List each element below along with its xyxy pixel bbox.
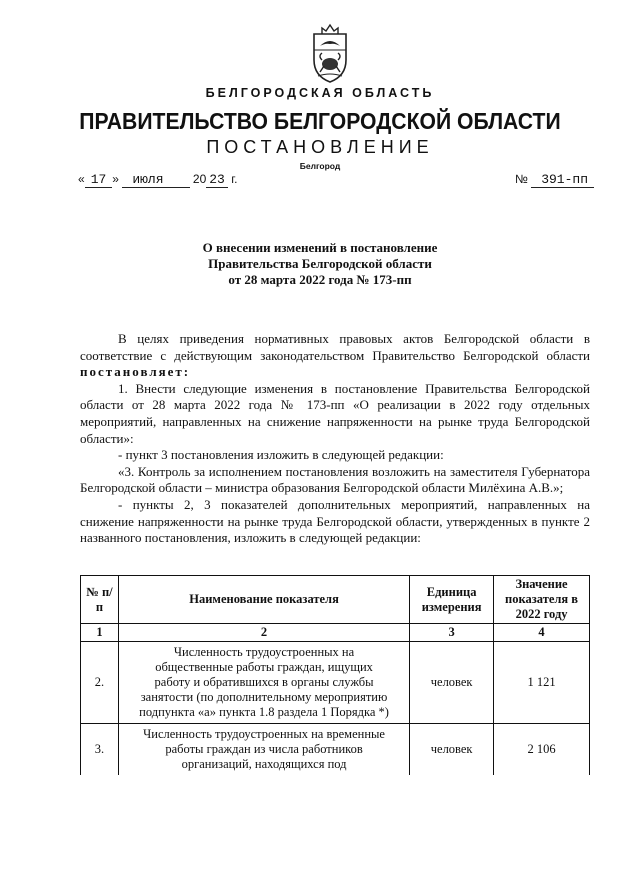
date-day: 17 <box>85 172 113 188</box>
document-title <box>0 240 640 288</box>
table-row <box>81 724 590 776</box>
row-unit: человек <box>410 724 494 776</box>
number-value: 391-пп <box>531 172 594 188</box>
table-column-numbers-row <box>81 624 590 642</box>
title-line-2: Правительства Белгородской области <box>208 256 432 271</box>
date-year-prefix: 20 <box>192 172 207 186</box>
row-unit: человек <box>410 642 494 724</box>
date-year-suffix: 23 <box>206 172 228 188</box>
column-number-4: 4 <box>494 624 590 642</box>
header-number: № п/п <box>81 576 119 624</box>
row-value: 1 121 <box>494 642 590 724</box>
paragraph-indicators-intro: - пункты 2, 3 показателей дополнительных мероприятий, направленных на снижение напряженности на рынке труда Белгородской области, утвержденных в пункте 2 названного постановления, изложить в следующей редакции: <box>80 496 590 546</box>
row-number: 2. <box>81 642 119 724</box>
column-number-2: 2 <box>118 624 409 642</box>
date-year-unit: г. <box>231 172 238 186</box>
document-date <box>78 172 237 187</box>
date-close-quote: » <box>112 172 119 186</box>
date-open-quote: « <box>78 172 85 186</box>
document-number <box>515 172 594 187</box>
indicators-table <box>80 575 590 775</box>
column-number-3: 3 <box>410 624 494 642</box>
row-indicator-name: Численность трудоустроенных на общественные работы граждан, ищущих работу и обратившихся в органы службы занятости (по дополнительному мероприятию подпункта «а» пункта 1.8 раздела 1 Порядка *) <box>118 642 409 724</box>
row-indicator-name: Численность трудоустроенных на временные работы граждан из числа работников организаций, находящихся под <box>118 724 409 776</box>
preamble-text: В целях приведения нормативных правовых актов Белгородской области в соответствие с действующим законодательством Правительство Белгородской области <box>80 331 590 363</box>
document-type: ПОСТАНОВЛЕНИЕ <box>206 137 434 157</box>
paragraph-item-3-text: «3. Контроль за исполнением постановления возложить на заместителя Губернатора Белгородской области – министра образования Белгородской области Милёхина А.В.»; <box>80 463 590 496</box>
row-number: 3. <box>81 724 119 776</box>
date-month: июля <box>122 172 189 188</box>
resolves-word: постановляет: <box>80 364 191 380</box>
row-value: 2 106 <box>494 724 590 776</box>
table-row <box>81 642 590 724</box>
paragraph-item-1: 1. Внести следующие изменения в постановление Правительства Белгородской области от 28 марта 2022 года № 173-пп «О реализации в 2022 году отдельных мероприятий, направленных на снижение напряженности на рынке труда Белгородской области»: <box>80 380 590 446</box>
coat-of-arms-icon <box>300 20 360 86</box>
document-body <box>80 331 590 547</box>
city-name: Белгород <box>299 161 341 171</box>
header-unit: Единица измерения <box>410 576 494 624</box>
title-line-1: О внесении изменений в постановление <box>202 240 438 255</box>
header-value: Значение показателя в 2022 году <box>494 576 590 624</box>
paragraph-preamble <box>80 331 590 381</box>
number-label: № <box>514 172 528 186</box>
title-line-3: от 28 марта 2022 года № 173-пп <box>228 272 412 287</box>
region-name: БЕЛГОРОДСКАЯ ОБЛАСТЬ <box>205 86 435 100</box>
header-indicator-name: Наименование показателя <box>118 576 409 624</box>
column-number-1: 1 <box>81 624 119 642</box>
paragraph-item-3-intro: - пункт 3 постановления изложить в следующей редакции: <box>118 447 444 463</box>
government-name: ПРАВИТЕЛЬСТВО БЕЛГОРОДСКОЙ ОБЛАСТИ <box>79 108 561 134</box>
table-header-row <box>81 576 590 624</box>
